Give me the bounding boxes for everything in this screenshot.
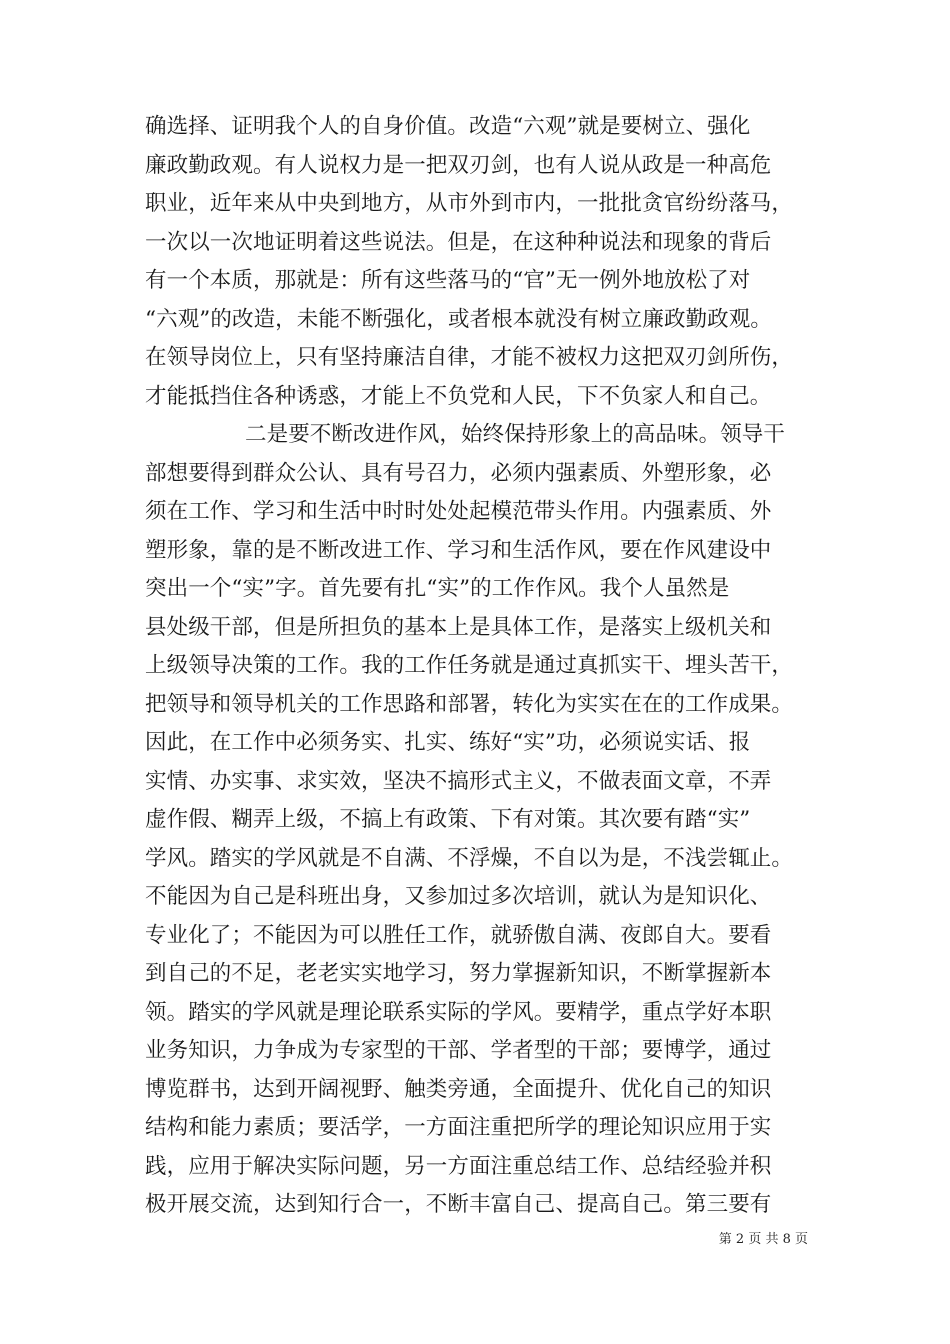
- text-line: 专业化了；不能因为可以胜任工作，就骄傲自满、夜郎自大。要看: [145, 922, 772, 948]
- text-line: 一次以一次地证明着这些说法。但是，在这种种说法和现象的背后: [145, 229, 772, 255]
- text-line: 在领导岗位上，只有坚持廉洁自律，才能不被权力这把双刃剑所伤，: [145, 345, 794, 370]
- text-line: 虚作假、糊弄上级，不搞上有政策、下有对策。其次要有踏“实”: [145, 807, 751, 832]
- text-line: 博览群书，达到开阔视野、触类旁通，全面提升、优化自己的知识: [145, 1076, 772, 1102]
- text-line: 极开展交流，达到知行合一，不断丰富自己、提高自己。第三要有: [145, 1192, 772, 1217]
- text-line: 业务知识，力争成为专家型的干部、学者型的干部；要博学，通过: [145, 1038, 772, 1063]
- text-line: 才能抵挡住各种诱惑，才能上不负党和人民，下不负家人和自己。: [145, 383, 772, 409]
- paragraph-start-line: 二是要不断改进作风，始终保持形象上的高品味。领导干: [245, 422, 786, 447]
- body-text: [145, 108, 825, 1225]
- text-line: 践，应用于解决实际问题，另一方面注重总结工作、总结经验并积: [145, 1153, 772, 1179]
- text-line: 领。踏实的学风就是理论联系实际的学风。要精学，重点学好本职: [145, 999, 772, 1025]
- text-line: 塑形象，靠的是不断改进工作、学习和生活作风，要在作风建设中: [145, 537, 772, 563]
- text-line: 职业，近年来从中央到地方，从市外到市内，一批批贪官纷纷落马，: [145, 191, 794, 216]
- text-line: 有一个本质，那就是：所有这些落马的“官”无一例外地放松了对: [145, 268, 751, 293]
- text-line: 廉政勤政观。有人说权力是一把双刃剑，也有人说从政是一种高危: [145, 152, 772, 178]
- text-line: 因此，在工作中必须务实、扎实、练好“实”功，必须说实话、报: [145, 730, 751, 755]
- text-line: 结构和能力素质；要活学，一方面注重把所学的理论知识应用于实: [145, 1115, 772, 1140]
- text-line: “六观”的改造，未能不断强化，或者根本就没有树立廉政勤政观。: [145, 306, 772, 332]
- text-line: 把领导和领导机关的工作思路和部署，转化为实实在在的工作成果。: [145, 691, 794, 717]
- text-line: 须在工作、学习和生活中时时处处起模范带头作用。内强素质、外: [145, 499, 772, 524]
- text-line: 部想要得到群众公认、具有号召力，必须内强素质、外塑形象，必: [145, 460, 772, 486]
- page-number-footer: 第 2 页 共 8 页: [718, 1232, 808, 1247]
- text-line: 不能因为自己是科班出身，又参加过多次培训，就认为是知识化、: [145, 884, 772, 909]
- text-line: 到自己的不足，老老实实地学习，努力掌握新知识，不断掌握新本: [145, 961, 772, 986]
- text-line: 上级领导决策的工作。我的工作任务就是通过真抓实干、埋头苦干，: [145, 653, 794, 678]
- text-line: 县处级干部，但是所担负的基本上是具体工作，是落实上级机关和: [145, 614, 772, 640]
- text-line: 实情、办实事、求实效，坚决不搞形式主义，不做表面文章，不弄: [145, 768, 772, 794]
- text-line: 学风。踏实的学风就是不自满、不浮燥，不自以为是，不浅尝辄止。: [145, 845, 794, 871]
- text-line: 确选择、证明我个人的自身价值。改造“六观”就是要树立、强化: [145, 114, 751, 139]
- text-line: 突出一个“实”字。首先要有扎“实”的工作作风。我个人虽然是: [145, 576, 730, 601]
